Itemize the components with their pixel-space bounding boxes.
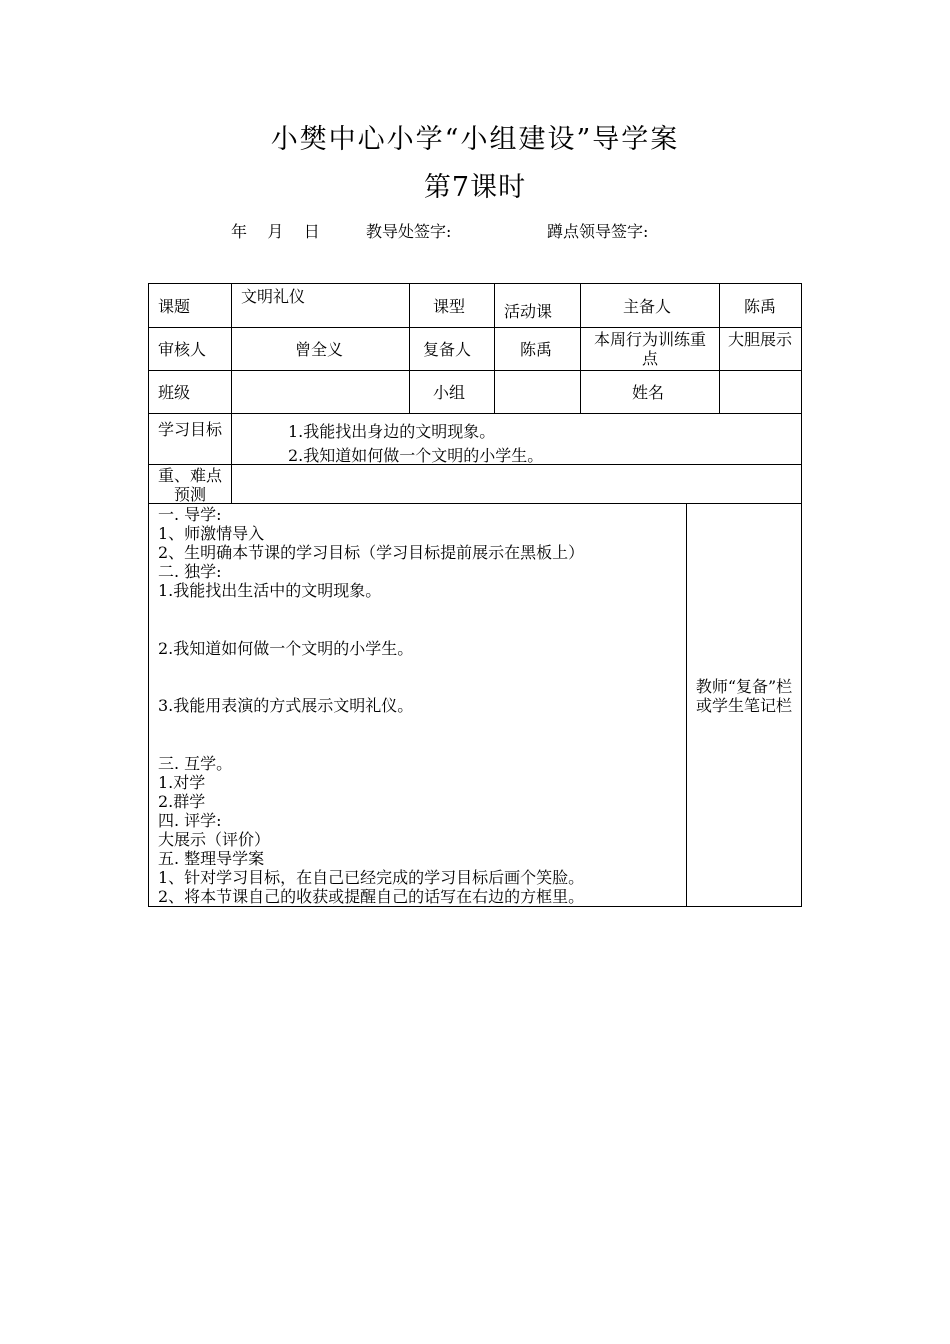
content-line: 一. 导学: bbox=[158, 505, 222, 524]
goals-label: 学习目标 bbox=[158, 420, 223, 439]
type-value: 活动课 bbox=[504, 302, 553, 321]
side-note: 教师“复备”栏或学生笔记栏 bbox=[695, 677, 793, 715]
reviewer-label: 审核人 bbox=[158, 340, 207, 359]
focus-value: 大胆展示 bbox=[727, 330, 792, 349]
content-line: 2、将本节课自己的收获或提醒自己的话写在右边的方框里。 bbox=[158, 887, 585, 906]
content-line: 1.对学 bbox=[158, 773, 206, 792]
group-label: 小组 bbox=[433, 383, 466, 402]
content-line: 1.我能找出生活中的文明现象。 bbox=[158, 581, 382, 600]
content-line: 二. 独学: bbox=[158, 562, 222, 581]
lesson-number: 第7课时 bbox=[423, 172, 527, 203]
reviewer-value: 曾全义 bbox=[295, 340, 344, 359]
content-line: 大展示（评价） bbox=[158, 830, 271, 849]
date-fields: 年 月 日 bbox=[231, 222, 320, 241]
content-line: 五. 整理导学案 bbox=[158, 849, 265, 868]
preparer-label: 主备人 bbox=[623, 297, 672, 316]
content-line: 1、针对学习目标，在自己已经完成的学习目标后画个笑脸。 bbox=[158, 868, 585, 887]
content-line: 2.我知道如何做一个文明的小学生。 bbox=[158, 639, 414, 658]
content-line: 1、师激情导入 bbox=[158, 524, 265, 543]
difficulty-label: 重、难点预测 bbox=[157, 466, 222, 504]
topic-value: 文明礼仪 bbox=[241, 287, 306, 306]
goal-item-2: 2.我知道如何做一个文明的小学生。 bbox=[288, 446, 544, 465]
leader-sign-label: 蹲点领导签字: bbox=[547, 222, 649, 241]
topic-label: 课题 bbox=[158, 297, 191, 316]
content-line: 2.群学 bbox=[158, 792, 206, 811]
goal-item-1: 1.我能找出身边的文明现象。 bbox=[288, 422, 496, 441]
content-line: 三. 互学。 bbox=[158, 754, 233, 773]
dept-sign-label: 教导处签字: bbox=[366, 222, 452, 241]
copreparer-label: 复备人 bbox=[423, 340, 472, 359]
class-label: 班级 bbox=[158, 383, 191, 402]
content-line: 3.我能用表演的方式展示文明礼仪。 bbox=[158, 696, 414, 715]
content-line: 四. 评学: bbox=[158, 811, 222, 830]
focus-label: 本周行为训练重点 bbox=[593, 330, 706, 368]
preparer-value: 陈禹 bbox=[744, 297, 777, 316]
name-label: 姓名 bbox=[632, 383, 665, 402]
doc-title: 小樊中心小学“小组建设”导学案 bbox=[270, 124, 680, 155]
content-line: 2、生明确本节课的学习目标（学习目标提前展示在黑板上） bbox=[158, 543, 585, 562]
copreparer-value: 陈禹 bbox=[520, 340, 553, 359]
type-label: 课型 bbox=[433, 297, 466, 316]
